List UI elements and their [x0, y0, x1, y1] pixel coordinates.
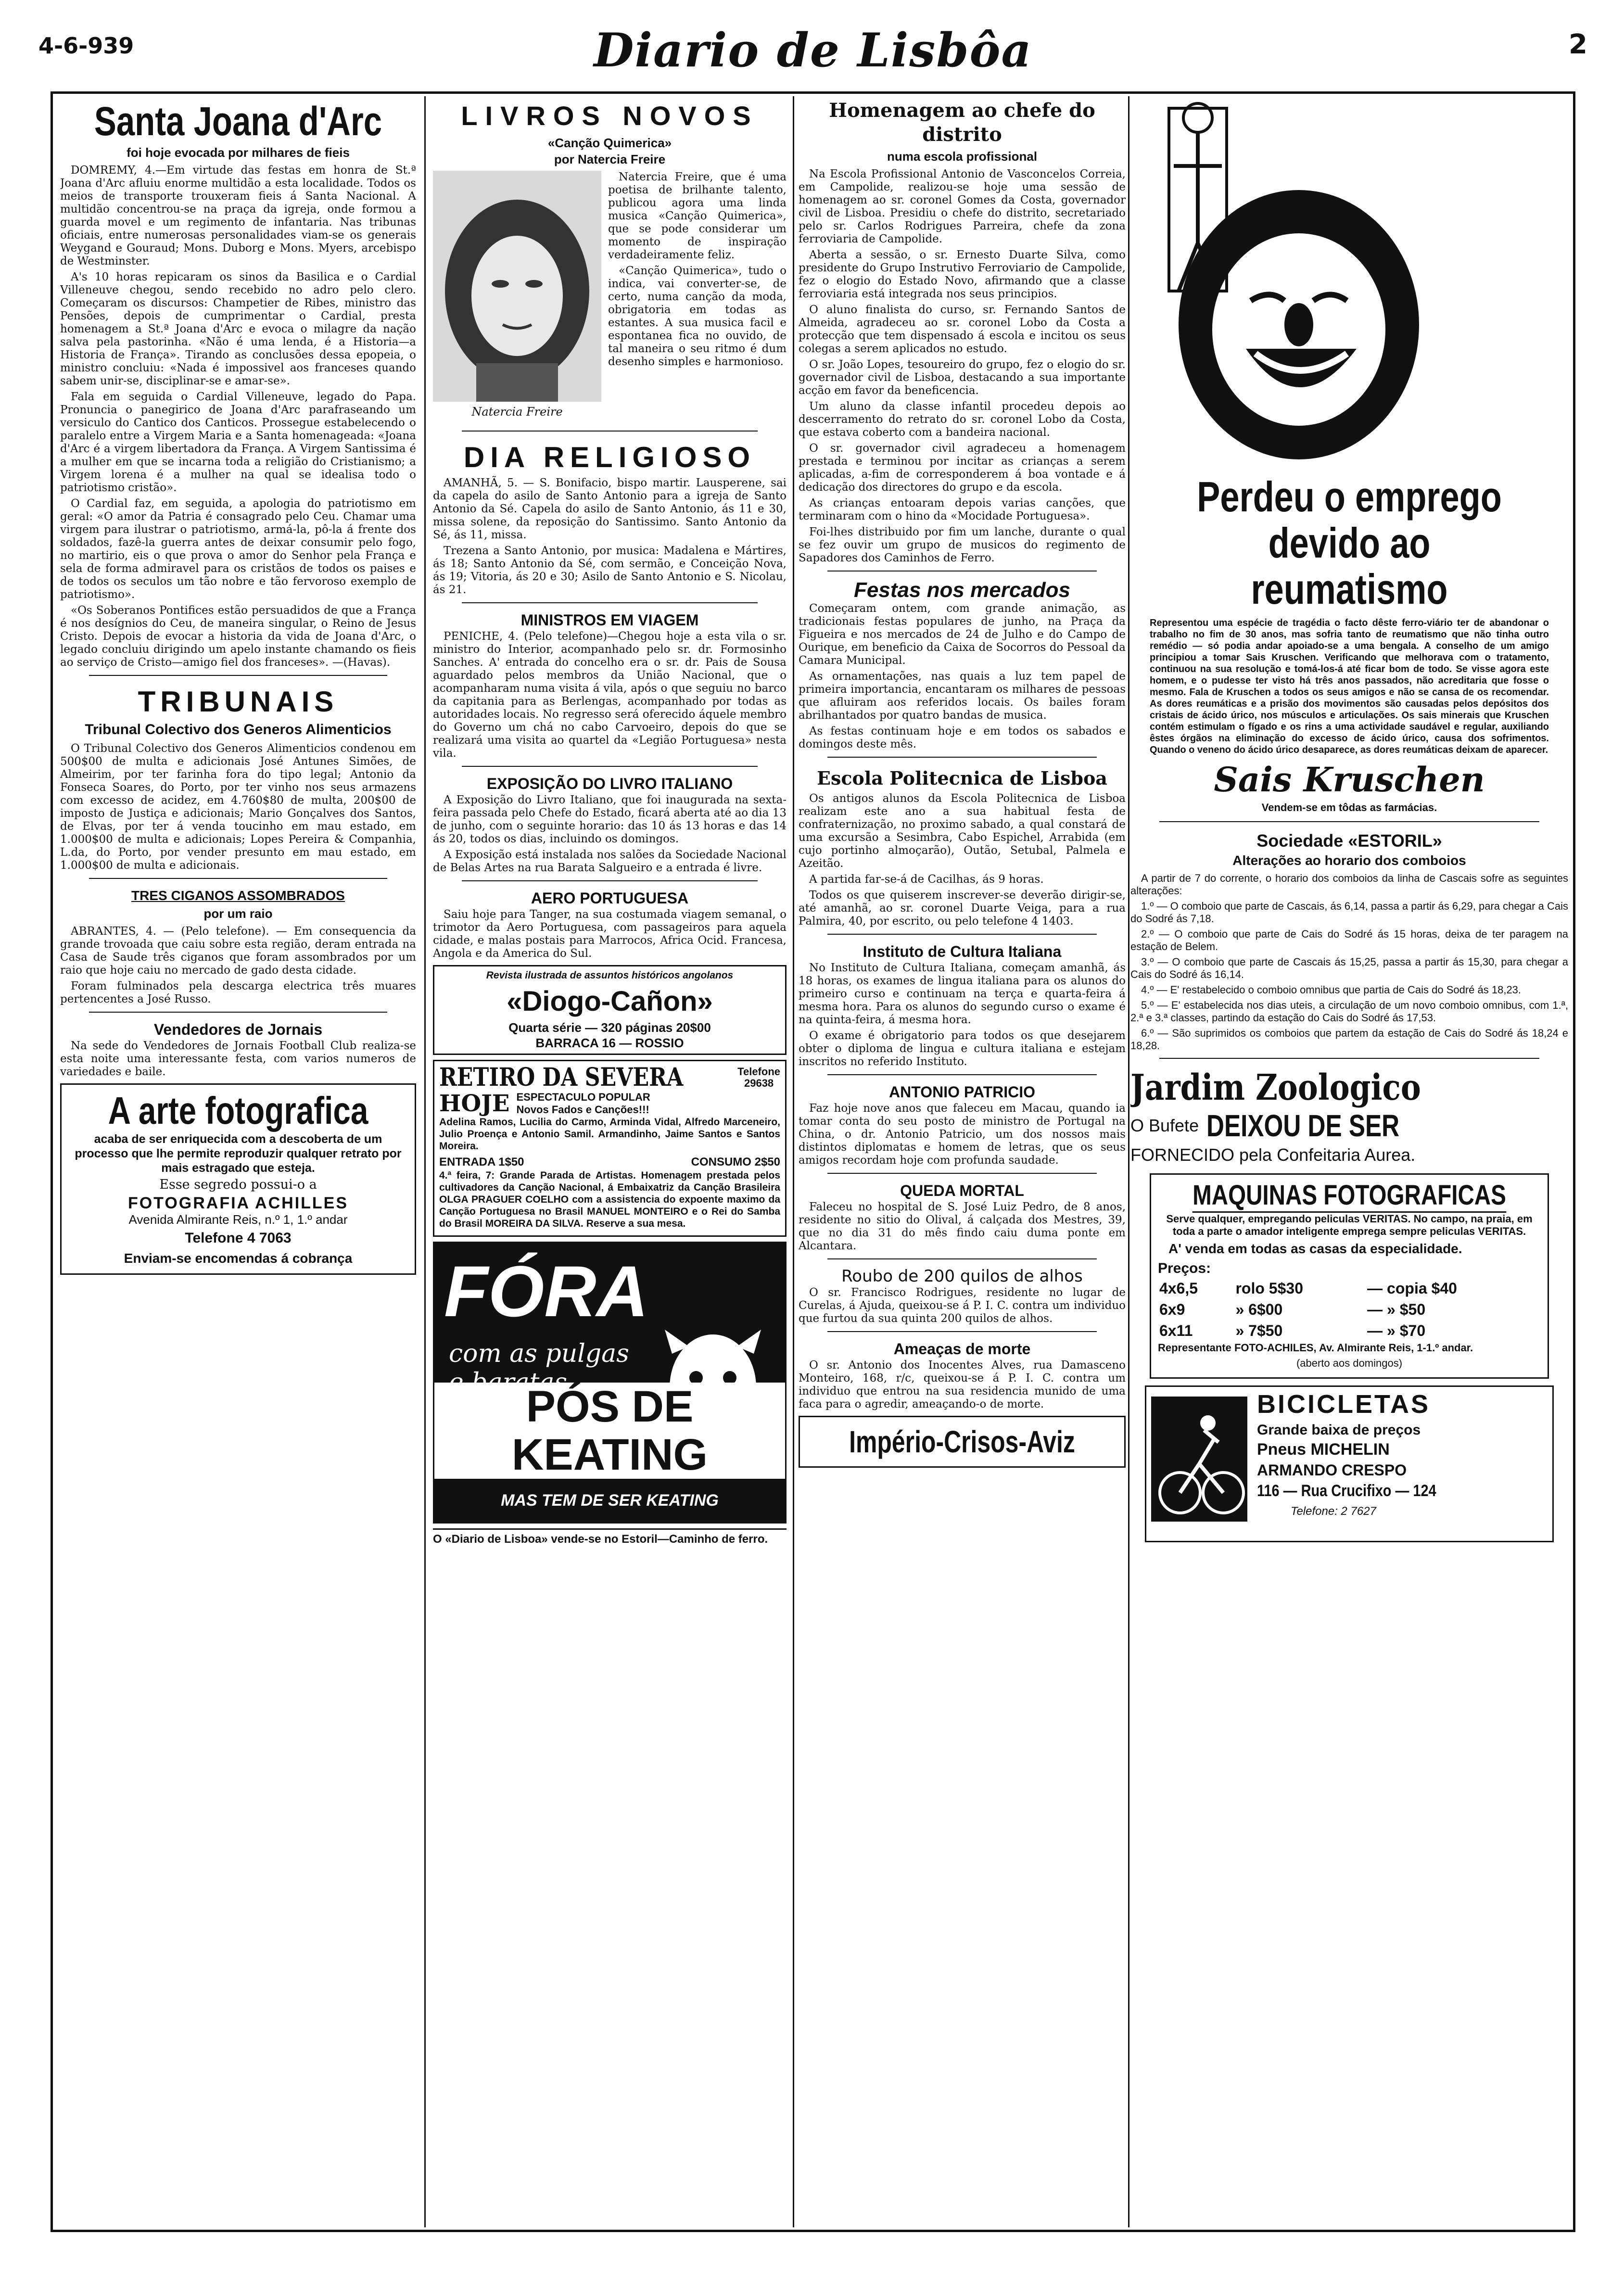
divider [827, 571, 1097, 574]
timetable-item: 5.º — E' estabelecida nos dias uteis, a circulação de um novo comboio omnibus, com 1.ª, 2.ª e 3.ª classes, partindo da estação do Cais do Sodré ás 17,53. [1130, 999, 1568, 1024]
ad-title: MAQUINAS FOTOGRAFICAS [1193, 1180, 1507, 1213]
headline: MINISTROS EM VIAGEM [520, 611, 699, 629]
paragraph: Aberta a sessão, o sr. Ernesto Duarte Silva, como presidente do Grupo Instrutivo Ferroviario de Campolide, fez o elogio do Estado Novo, afirmando que a classe ferroviaria está integrada nos seus principios. [799, 249, 1126, 300]
ad-slogan: MAS TEM DE SER KEATING [501, 1491, 719, 1510]
subheadline: Alterações ao horario dos comboios [1232, 853, 1466, 868]
paragraph: AMANHÃ, 5. — S. Bonifacio, bispo martir. Lausperene, sai da capela do asilo de Santo Antonio para a igreja de Santo Antonio da Sé. Capela do asilo de Santo Antonio, ás 11 e 30, missa solene, da reposição do Santissimo. Santo Antonio da Sé, ás 11, missa. [433, 477, 787, 541]
headline: Roubo de 200 quilos de alhos [841, 1267, 1083, 1286]
laughing-man-illustration [1140, 99, 1438, 474]
divider [827, 934, 1097, 938]
ad-brand: Sais Kruschen [1214, 760, 1485, 800]
price-copy: — » $50 [1367, 1301, 1426, 1318]
ad-fora: FÓRA [444, 1251, 648, 1332]
ad-lead: O Bufete [1130, 1116, 1199, 1135]
paragraph: Natercia Freire, que é uma poetisa de brilhante talento, publicou agora uma linda musica «Canção Quimerica», que se pode considerar um momento de inspiração verdadeiramente feliz. [608, 171, 787, 261]
newspaper-title: Diario de Lisbôa [594, 23, 1032, 77]
divider [827, 1331, 1097, 1335]
paragraph: A partir de 7 do corrente, o horario dos comboios da linha de Cascais sofre as seguintes alterações: [1130, 872, 1568, 897]
ad-title: «Diogo-Cañon» [507, 986, 713, 1017]
ad-name: ARMANDO CRESPO [1257, 1461, 1407, 1479]
paragraph: «Os Soberanos Pontifices estão persuadidos de que a França é nos desígnios do Ceu, de maneira singular, o Reino de Jesus Cristo. Depois de evocar a historia da vida de Joana d'Arc, o legado concluiu dirigindo um apelo instante chamando os fieis ao serviço de Cristo—amigo fiel dos franceses». —(Havas). [60, 604, 416, 669]
ad-retiro-severa [433, 1060, 787, 1237]
paragraph: Na Escola Profissional Antonio de Vasconcelos Correia, em Campolide, realizou-se hoje uma sessão de homenagem ao sr. coronel Gomes da Costa, governador civil de Lisboa. Presidiu o chefe do distrito, secretariado pelo sr. Carlos Rodrigues Parreira, chefe da zona ferroviaria de Campolide. [799, 168, 1126, 245]
phone-number: 29638 [744, 1077, 774, 1089]
headline: Santa Joana d'Arc [94, 99, 382, 144]
ad-headline: A arte fotografica [108, 1089, 368, 1132]
column-rule [424, 96, 426, 2227]
article-vendedores [60, 1021, 416, 1079]
paragraph: Saiu hoje para Tanger, na sua costumada viagem semanal, o trimotor da Aero Portuguesa, com passageiros para aquela cidade, e malas postais para Marrocos, Africa Ocid. Francesa, Angola e da America do Sul. [433, 908, 787, 960]
paragraph: Faz hoje nove anos que faleceu em Macau, quando ia tomar conta do seu posto de ministro de Portugal na China, o dr. Antonio Patricio, um dos nossos mais distintos diplomatas e homem de letras, que os seus amigos recordam hoje com profunda saudade. [799, 1102, 1126, 1167]
headline: Festas nos mercados [854, 578, 1070, 602]
ad-place: BARRACA 16 — ROSSIO [535, 1036, 684, 1050]
ad-sale: A' venda em todas as casas da especialidade. [1168, 1241, 1462, 1256]
ad-line2: Pneus MICHELIN [1257, 1440, 1390, 1459]
divider [1159, 821, 1539, 825]
divider [1159, 1058, 1539, 1062]
ad-imperio [799, 1416, 1126, 1468]
paragraph: PENICHE, 4. (Pelo telefone)—Chegou hoje a esta vila o sr. ministro do Interior, acompanhado pelo sr. dr. Formosinho Sanches. A' entrada do concelho era o sr. dr. Pais de Sousa aguardado pelos membros da União Nacional, que o acompanharam numa visita á vila, após o que seguiu no barco da capitania para as Berlengas, acompanhado por todas as autoridades locais. No regresso será oferecido áquele membro do Governo um chá no cabo Carvoeiro, depois do que se realizará uma visita ao quartel da «Legião Portuguesa» nesta vila. [433, 630, 787, 760]
paragraph: A's 10 horas repicaram os sinos da Basilica e o Cardial Villeneuve chegou, sendo recebido no adro pelo clero. Começaram os discursos: Champetier de Ribes, ministro das Pensões, depois de cumprimentar o Cardial, presta homenagem a St.ª Joana d'Arc e evoca o milagre da nação salva pela pastorinha. «Não é uma lenda, é a Historia—a Historia de França». Tirando as conclusões dessa epopeia, o ministro concluiu: «Nada é impossivel aos franceses quando sabem unir-se, disciplinar-se e amar-se». [60, 271, 416, 387]
headline: Instituto de Cultura Italiana [863, 943, 1062, 960]
paragraph: As crianças entoaram depois varias canções, que terminaram com o hino da «Mocidade Portuguesa». [799, 497, 1126, 522]
article-religioso [433, 440, 787, 597]
subheadline: numa escola profissional [887, 149, 1038, 164]
masthead [38, 19, 1587, 77]
ad-phone: Telefone: 2 7627 [1291, 1505, 1376, 1518]
article-livros [433, 99, 787, 425]
price-copy: — copia $40 [1367, 1280, 1457, 1297]
portrait-photo [433, 171, 601, 421]
price-row [1159, 1321, 1540, 1341]
footer-note: O «Diario de Lisboa» vende-se no Estoril—Caminho de ferro. [433, 1528, 787, 1546]
article-tribunais [60, 685, 416, 872]
ad-big: DEIXOU DE SER [1206, 1108, 1400, 1143]
ad-title: Jardim Zoologico [1130, 1067, 1421, 1108]
subheadline: foi hoje evocada por milhares de fieis [127, 145, 350, 160]
ad-rep: Representante FOTO-ACHILES, Av. Almirante Reis, 1-1.º andar. [1158, 1342, 1473, 1354]
timetable-item: 4.º — E' restabelecido o comboio omnibus que partia de Cais do Sodré ás 18,23. [1141, 984, 1522, 996]
ad-diogo-cao [433, 965, 787, 1055]
price-roll: » 7$50 [1235, 1322, 1283, 1339]
article-italiana [799, 943, 1126, 1068]
divider [462, 766, 758, 770]
paragraph: O exame é obrigatorio para todos os que desejarem obter o diploma de lingua e cultura italiana e estejam inscritos no referido Instituto. [799, 1029, 1126, 1068]
paragraph: A Exposição está instalada nos salões da Sociedade Nacional de Belas Artes na rua Barata Salgueiro e a entrada é livre. [433, 849, 787, 874]
ad-tagline: com as pulgas [449, 1339, 629, 1368]
column-rule [1128, 96, 1129, 2227]
ad-address: Avenida Almirante Reis, n.º 1, 1.º andar [128, 1212, 348, 1227]
price-roll: » 6$00 [1235, 1301, 1283, 1318]
ad-entrada: ENTRADA 1$50 [439, 1156, 524, 1168]
ad-jardim [1130, 1067, 1568, 1167]
paragraph: Começaram ontem, com grande animação, as tradicionais festas populares de junho, na Praça da Figueira e nos mercados de 24 de Julho e do Campo de Ourique, em beneficio da Caixa de Socorros do Pessoal da Camara Municipal. [799, 602, 1126, 667]
ad-brand: PÓS DE KEATING [434, 1383, 785, 1479]
notice-estoril [1130, 831, 1568, 1052]
ad-phone: Telefone 4 7063 [185, 1230, 292, 1246]
ad-cast: Adelina Ramos, Lucilia do Carmo, Arminda Vidal, Alfredo Marceneiro, Julio Proença e Antonio Samil. Armandinho, Jaime Santos e Santos Moreira. [439, 1117, 780, 1152]
article-ministros [433, 612, 787, 760]
ad-keating [433, 1242, 787, 1524]
divider [89, 1012, 387, 1016]
article-ameacas [799, 1341, 1126, 1411]
headline: Escola Politecnica de Lisboa [817, 767, 1107, 789]
headline: Ameaças de morte [893, 1340, 1031, 1358]
article-festas [799, 580, 1126, 751]
portrait-image [433, 171, 601, 402]
headline: DIA RELIGIOSO [463, 441, 756, 473]
paragraph: As festas continuam hoje e em todos os sabados e domingos deste mês. [799, 725, 1126, 750]
paragraph: DOMREMY, 4.—Em virtude das festas em honra de St.ª Joana d'Arc afluiu enorme multidão a esta localidade. Todos os meios de transporte trouxeram fieis á Santa Nacional. A multidão concentrou-se na praça da igreja, onde formou a guarda movel e um regimento de infantaria. Nas tribunas oficiais, entre numerosas personalidades viam-se os generais Weygand e Gouraud; Mons. Duborg e Mons. Myers, arcebispo de Westminster. [60, 164, 416, 267]
headline: Vendedores de Jornais [153, 1021, 323, 1038]
headline: TRIBUNAIS [138, 686, 339, 718]
subheadline: por um raio [203, 906, 273, 921]
column-4 [1130, 99, 1568, 2225]
paragraph: «Canção Quimerica», tudo o indica, vai converter-se, de certo, numa canção da moda, obrigatoria em todas as estantes. A sua musica facil e espontanea fica no ouvido, de tal maneira o seu ritmo é dum desenho simples e harmonioso. [608, 265, 787, 368]
ad-consumo: CONSUMO 2$50 [691, 1156, 780, 1168]
column-1 [60, 99, 416, 2225]
ad-brand: FOTOGRAFIA ACHILLES [127, 1194, 349, 1212]
paragraph: O sr. governador civil agradeceu a homenagem prestada e terminou por incitar as crianças a serem aplicadas, a-fim de corresponderem á boa vontade e á dedicação dos directores do grupo e da escola. [799, 442, 1126, 494]
price-size: 6x11 [1159, 1322, 1193, 1339]
article-politecnica [799, 766, 1126, 928]
headline: EXPOSIÇÃO DO LIVRO ITALIANO [486, 775, 733, 792]
paragraph: ABRANTES, 4. — (Pelo telefone). — Em consequencia da grande trovoada que caiu sobre esta região, deram entrada na Casa de Saude três ciganos que foram assombrados por um raio que hoje caiu no mercado de gado desta cidade. [60, 925, 416, 977]
subheadline: «Canção Quimerica» [547, 136, 672, 150]
prices-label: Preços: [1158, 1260, 1211, 1276]
paragraph: Fala em seguida o Cardial Villeneuve, legado do Papa. Pronuncia o panegirico de Joana d'Arc parafraseando um versiculo do Cantico dos Canticos. Prossegue estabelecendo o paralelo entre a Virgem Maria e a Santa homenageada: «Joana d'Arc é a virgem libertadora da França. A Virgem Santissima é a mulher em que se incarna toda a religião do Cristianismo; a Virgem lorena é a mulher na qual se idealisa todo o patriotismo cristão». [60, 391, 416, 494]
ad-title: BICICLETAS [1257, 1390, 1430, 1419]
price-row [1159, 1278, 1540, 1298]
divider [462, 880, 758, 884]
ad-achilles [60, 1083, 416, 1275]
price-table [1158, 1277, 1541, 1342]
paragraph: Todos os que quiserem inscrever-se deverão dirigir-se, até amanhã, ao sr. coronel Duarte Veiga, para a rua Palmira, 40, por escrito, ou pelo telefone 4 1403. [799, 889, 1126, 927]
column-rule [793, 96, 794, 2227]
headline: QUEDA MORTAL [900, 1182, 1024, 1199]
ad-show: ESPECTACULO POPULAR [516, 1091, 650, 1103]
timetable-item: 1.º — O comboio que parte de Cascais, ás 6,14, passa a partir ás 6,29, para chegar a Cais do Sodré ás 7,18. [1130, 900, 1568, 925]
column-3 [799, 99, 1126, 2225]
paragraph: O sr. Francisco Rodrigues, residente no lugar de Curelas, á Ajuda, queixou-se á P. I. C. contra um individuo que furtou da sua quinta 200 quilos de alhos. [799, 1286, 1126, 1325]
divider [827, 1173, 1097, 1177]
ad-hoje: HOJE [439, 1090, 510, 1117]
paragraph: Trezena a Santo Antonio, por musica: Madalena e Mártires, ás 18; Santo Antonio da Sé, com sermão, e Conceição Nova, ás 19; Vitoria, ás 20 e 30; Asilo de Santo Antonio e S. Nicolau, ás 21. [433, 545, 787, 596]
ad-text: FORNECIDO pela Confeitaria Aurea. [1130, 1145, 1416, 1165]
divider [827, 757, 1097, 761]
ad-note: Enviam-se encomendas á cobrança [124, 1251, 353, 1266]
ad-headline: Perdeu o emprego devido ao reumatismo [1197, 473, 1502, 613]
paragraph: O aluno finalista do curso, sr. Fernando Santos de Almeida, agradeceu ao sr. coronel Lobo da Costa a protecção que tem dispensado á escola e incitou os seus colegas a serem aplicados no estudo. [799, 304, 1126, 355]
paragraph: O Cardial faz, em seguida, a apologia do patriotismo em geral: «O amor da Patria é consagrado pelo Ceu. Chamar uma virgem para ilustrar o patriotismo, armá-la, pô-la á frente dos soldados, fazê-la guerra antes de deixar consumir pelo fogo, no martirio, eis o que prova o amor do Senhor pela França e sela de forma admiravel para os cristãos de todos os paises e de todos os seculos um tão nobre e tão fervoroso exemplo de patriotismo». [60, 497, 416, 601]
ad-body: Representou uma espécie de tragédia o facto dêste ferro-viário ter de abandonar o trabalho no fim de 30 anos, mas sofria tanto de reumatismo que não tinha outro remédio — só podia andar apoiado-se a uma bengala. A conselho de um amigo principiou a tomar Sais Kruschen. Verificando que melhorava com o tratamento, continuou na sua resolução e tomá-los-á até ficar bom de todo. Se visse agora este homem, e o pudesse ter visto há três anos passados, não acreditaria que fosse o mesmo. Fala de Kruschen a todos os seus amigos e não se cansa de os recomendar. As dores reumáticas e a prisão dos movimentos são causadas pelos depósitos dos cristais de ácido úrico, nos músculos e articulações. Os sais minerais que Kruschen contém estimulam o fígado e os rins a uma actividade saudável e regular, auxiliando êstes órgãos na eliminação do excesso de ácido úrico, causa dos sofrimentos. Quando o veneno do ácido úrico desaparece, as dores reumáticas deixam de aparecer. [1150, 618, 1549, 755]
headline: TRES CIGANOS ASSOMBRADOS [131, 888, 345, 903]
price-copy: — » $70 [1367, 1322, 1426, 1339]
issue-date: 4-6-939 [38, 33, 134, 59]
article-roubo [799, 1268, 1126, 1325]
cyclist-icon [1151, 1397, 1247, 1522]
paragraph: O sr. Antonio dos Inocentes Alves, rua Damasceno Monteiro, 168, r/c, queixou-se á P. I. C. contra um individuo que entrou na sua residencia munido de uma faca para o agredir, ameaçando-o de morte. [799, 1359, 1126, 1410]
ad-text: acaba de ser enriquecida com a descoberta de um processo que lhe permite reproduzir qualquer retrato por mais estragado que esteja. [75, 1132, 402, 1175]
paragraph: Na sede do Vendedores de Jornais Football Club realiza-se esta noite uma interessante festa, com varios numeros de variedades e baile. [60, 1040, 416, 1078]
paragraph: No Instituto de Cultura Italiana, começam amanhã, ás 18 horas, os exames de lingua italiana para os alunos do primeiro curso e continuam na terça e quarta-feira á mesma hora. Para os alunos do segundo curso o exame é na quinta-feira, á mesma hora. [799, 962, 1126, 1026]
ad-bicicletas [1145, 1385, 1554, 1542]
article-homenagem [799, 99, 1126, 565]
price-row [1159, 1299, 1540, 1320]
paragraph: O Tribunal Colectivo dos Generos Alimenticios condenou em 500$00 de multa e adicionais José Antunes Simões, de Almeirim, por ter farinha fora do tipo legal; Antonio da Fonseca Soares, do Porto, por ter vinho nos seus armazens com excesso de acidez, em 4.760$80 de multa, 200$00 de imposto de Justiça e adicionais; Mario Gonçalves dos Santos, de Elvas, por ter á venda toucinho em mau estado, em 1.000$00 de multa e adicionais; Lopes Pereira & Companhia, L.da, do Porto, por vender presunto em mau estado, em 1.000$00 de multa e adicionais. [60, 742, 416, 872]
paragraph: Faleceu no hospital de S. José Luiz Pedro, de 8 anos, residente no sitio do Olival, á calçada dos Mestres, 39, que no dia 31 do mês findo caiu duma ponte em Alcantara. [799, 1201, 1126, 1252]
phone-label: Telefone [737, 1066, 780, 1078]
ad-series: Quarta série — 320 páginas 20$00 [508, 1020, 711, 1035]
paragraph: O sr. João Lopes, tesoureiro do grupo, fez o elogio do sr. governador civil de Lisboa, destacando a sua importante acção em favor da beneficencia. [799, 358, 1126, 397]
headline: Homenagem ao chefe do distrito [829, 99, 1095, 146]
paragraph: Os antigos alunos da Escola Politecnica de Lisboa realizam este ano a sua habitual festa de confraternização, no proximo sabado, a qual constará de uma excursão a Sesimbra, Cabo Espichel, Arrabida (em cujo portinho almoçarão), Outão, Setubal, Palmela e Azeitão. [799, 792, 1126, 870]
article-patricio [799, 1084, 1126, 1167]
paragraph: Um aluno da classe infantil procedeu depois ao descerramento do retrato do sr. coronel Lobo da Costa, que estava coberto com a bandeira nacional. [799, 400, 1126, 439]
paragraph: A Exposição do Livro Italiano, que foi inaugurada na sexta-feira passada pelo Chefe do Estado, ficará aberta até ao dia 13 de junho, com o seguinte horario: das 10 ás 13 horas e das 14 ás 20, todos os dias, incluindo os domingos. [433, 794, 787, 845]
article-queda [799, 1182, 1126, 1253]
timetable-item: 6.º — São suprimidos os comboios que partem da estação de Cais do Sodré ás 18,24 e 18,28. [1130, 1027, 1568, 1052]
ad-address: 116 — Rua Crucifixo — 124 [1257, 1482, 1436, 1500]
photo-caption: Natercia Freire [471, 405, 563, 419]
timetable-item: 3.º — O comboio que parte de Cascais ás 15,25, passa a partir ás 15,30, para chegar a Cais do Sodré ás 16,14. [1130, 956, 1568, 980]
divider [827, 1074, 1097, 1078]
ad-details: 4.ª feira, 7: Grande Parada de Artistas. Homenagem prestada pelos cultivadores da Canção Nacional, á Embaixatriz da Canção Brasileira OLGA PRAGUER COELHO com a assistencia do expoente maximo da Canção Portuguesa no Brasil MANUEL MONTEIRO e o Rei do Samba do Brasil MOREIRA DA SILVA. Reserve a sua mesa. [439, 1170, 780, 1229]
ad-maquinas [1150, 1173, 1549, 1379]
price-roll: rolo 5$30 [1235, 1280, 1303, 1297]
headline: Sociedade «ESTORIL» [1256, 831, 1442, 851]
page-number: 2 [1569, 29, 1587, 60]
price-size: 6x9 [1159, 1301, 1185, 1318]
divider [462, 602, 758, 606]
ad-title: RETIRO DA SEVERA [439, 1063, 684, 1092]
ad-line: Esse segredo possui-o a [159, 1177, 317, 1192]
ad-sold: Vendem-se em tôdas as farmácias. [1261, 801, 1437, 813]
byline: por Natercia Freire [554, 152, 666, 166]
article-exposicao [433, 775, 787, 875]
price-size: 4x6,5 [1159, 1280, 1198, 1297]
ad-text: Serve qualquer, empregando peliculas VERITAS. No campo, na praia, em toda a parte o amador inteligente emprega sempre peliculas VERITAS. [1166, 1213, 1533, 1237]
divider [462, 431, 758, 434]
ad-title: Império-Crisos-Aviz [849, 1424, 1075, 1459]
headline: LIVROS NOVOS [461, 101, 759, 131]
headline: AERO PORTUGUESA [531, 889, 689, 907]
ad-open: (aberto aos domingos) [1296, 1357, 1403, 1369]
ad-show-sub: Novos Fados e Canções!!! [516, 1104, 649, 1116]
column-2 [433, 99, 787, 2225]
subheadline: Tribunal Colectivo dos Generos Alimenticios [85, 722, 392, 737]
ad-top: Revista ilustrada de assuntos históricos angolanos [486, 970, 734, 981]
divider [89, 675, 387, 679]
article-ciganos [60, 888, 416, 1006]
paragraph: A partida far-se-á de Cacilhas, ás 9 horas. [809, 873, 1044, 886]
timetable-item: 2.º — O comboio que parte de Cais do Sodré ás 15 horas, deixa de ter paragem na estação de Belem. [1130, 928, 1568, 952]
headline: ANTONIO PATRICIO [889, 1083, 1035, 1101]
article-joana [60, 99, 416, 669]
ad-kruschen [1130, 99, 1568, 815]
paragraph: Foram fulminados pela descarga electrica três muares pertencentes a José Russo. [60, 980, 416, 1005]
ad-line1: Grande baixa de preços [1257, 1422, 1421, 1438]
paragraph: As ornamentações, nas quais a luz tem papel de primeira importancia, encantaram os milhares de pessoas que afluiram aos referidos locais. Os bailes foram abrilhantados por quatro bandas de musica. [799, 670, 1126, 722]
divider [827, 1258, 1097, 1262]
article-aero [433, 890, 787, 960]
divider [89, 878, 387, 882]
paragraph: Foi-lhes distribuido por fim um lanche, durante o qual se fez ouvir um grupo de musicos do regimento de Sapadores dos Caminhos de Ferro. [799, 526, 1126, 564]
